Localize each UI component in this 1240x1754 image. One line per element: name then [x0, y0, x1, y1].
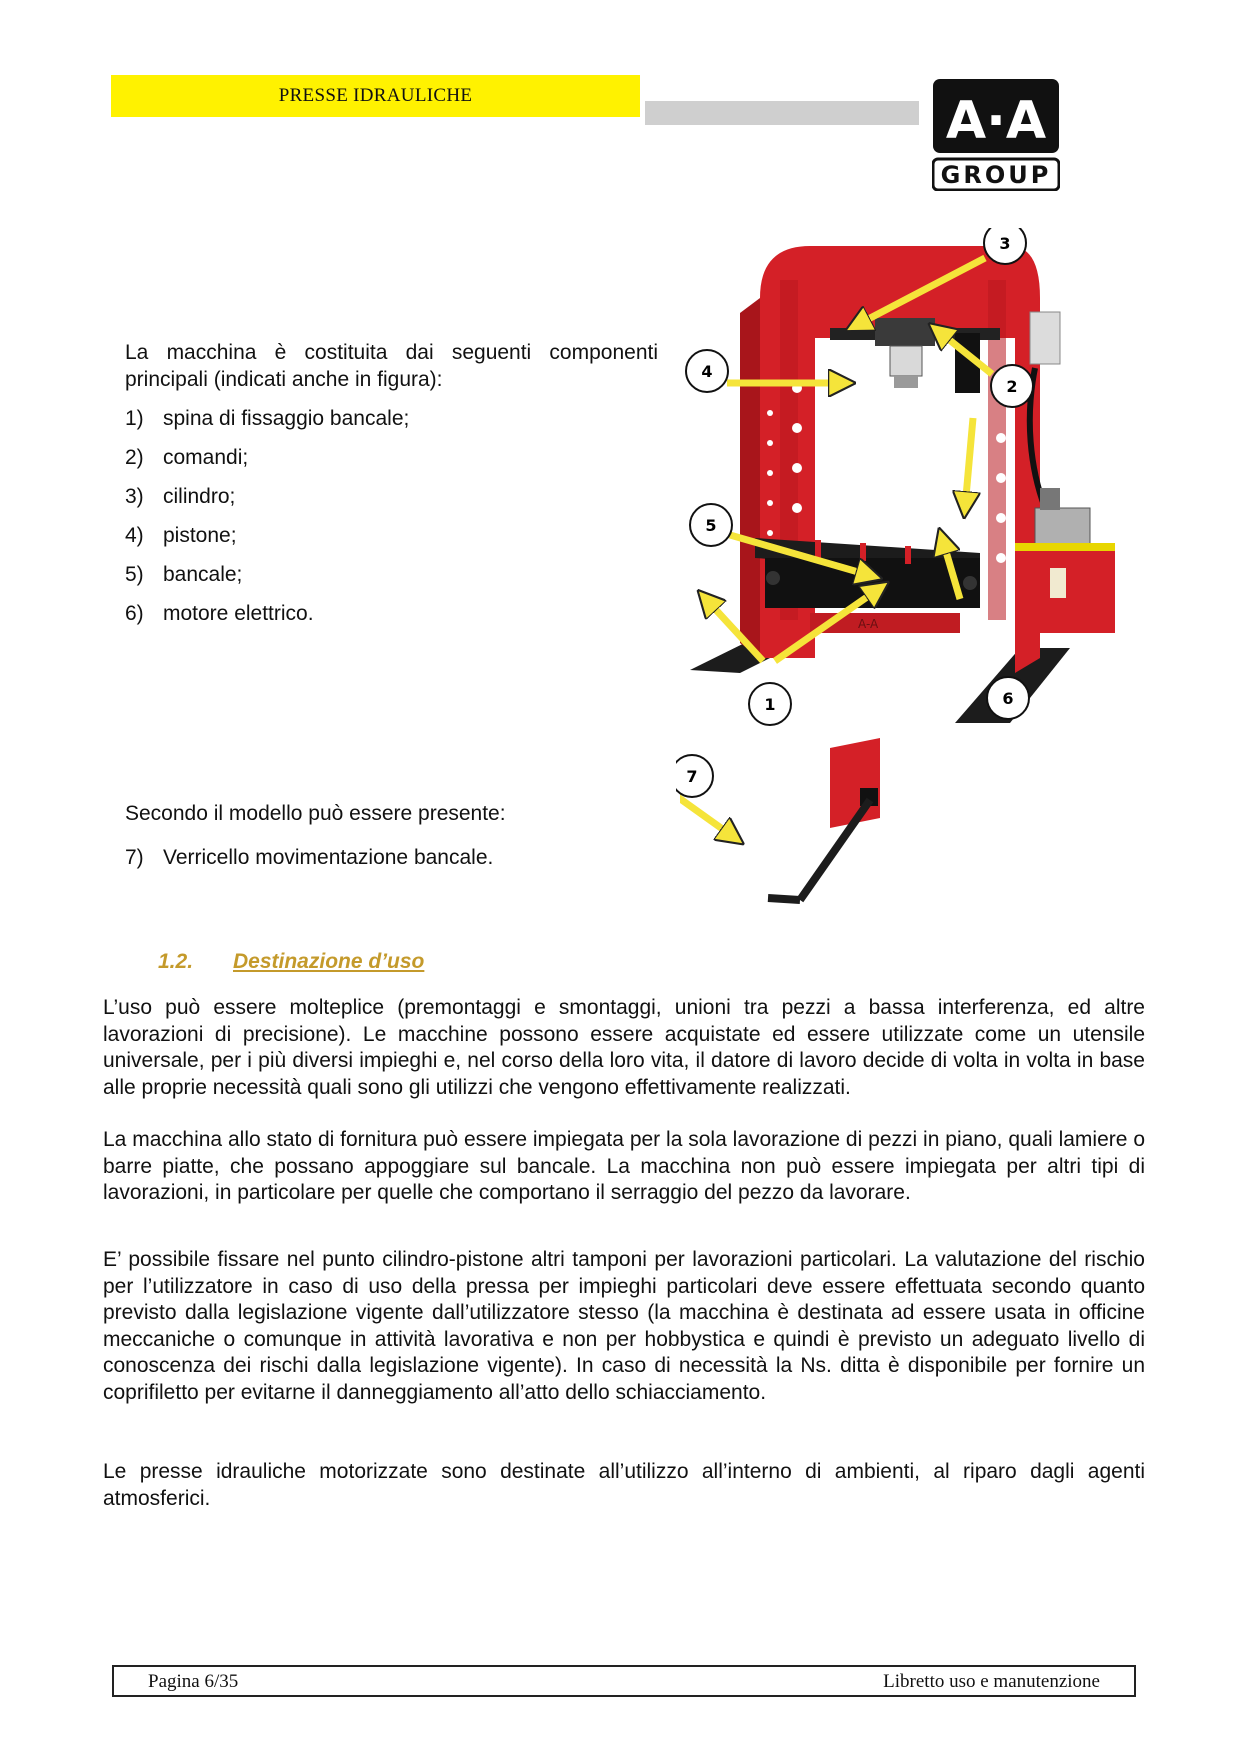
- components-intro: La macchina è costituita dai seguenti componenti principali (indicati anche in figura):: [125, 341, 658, 391]
- list-item: [125, 399, 645, 438]
- callout-5-label: 5: [705, 516, 717, 535]
- aa-group-logo: [932, 78, 1060, 191]
- callout-7-label: 7: [686, 767, 698, 786]
- list-item: [125, 516, 645, 555]
- list-item: [125, 438, 645, 477]
- callout-3: [984, 228, 1026, 264]
- callout-4: [686, 350, 728, 392]
- list-item-label: bancale;: [163, 563, 243, 586]
- list-item-number: 2): [125, 446, 144, 469]
- callout-1-label: 1: [764, 695, 776, 714]
- callout-7: [676, 755, 713, 797]
- callout-2: [991, 365, 1033, 407]
- page-footer: [112, 1665, 1136, 1697]
- list-item-number: 3): [125, 485, 144, 508]
- page-number: Pagina 6/35: [148, 1671, 239, 1692]
- list-item: [125, 555, 645, 594]
- paragraph: L’uso può essere molteplice (premontaggi e smontaggi, unioni tra pezzi a bassa interferenza, ed altre lavorazioni di precisione). Le macchine possono essere acquistate ed essere utilizzate come un utensile universale, per i più diversi impieghi e, nel corso della loro vita, il datore di lavoro decide di volta in volta in base alle proprie necessità quali sono gli utilizzi che vengono effettivamente realizzati.: [103, 996, 1145, 1099]
- paragraph: La macchina allo stato di fornitura può essere impiegata per la sola lavorazione di pezzi in piano, quali lamiere o barre piatte, che possano appoggiare sul bancale. La macchina non può essere impiegata per altri tipi di lavorazioni, in particolare per quelle che comportano il serraggio del pezzo da lavorare.: [103, 1128, 1145, 1204]
- document-title: Libretto uso e manutenzione: [883, 1671, 1100, 1692]
- callout-1: [749, 683, 791, 725]
- section-heading: [158, 950, 424, 974]
- callout-6-label: 6: [1002, 689, 1014, 708]
- list-item: [125, 838, 645, 877]
- optional-intro: Secondo il modello può essere presente:: [125, 802, 506, 825]
- cylinder: [830, 318, 1000, 393]
- list-item-number: 6): [125, 602, 144, 625]
- winch: [768, 738, 880, 900]
- paragraph: E’ possibile fissare nel punto cilindro-pistone altri tamponi per lavorazioni particolari. La valutazione del rischio per l’utilizzatore in caso di uso della pressa per impieghi particolari deve essere effettuata secondo quanto previsto dalla legislazione vigente dall’utilizzatore stesso (la macchina è destinata ad essere usata in officine meccaniche o comunque in attività lavorativa e non per hobbystica e quindi è previsto un adeguato livello di conoscenza dei rischi dalla legislazione vigente). In caso di necessità la Ns. ditta è disponibile per fornire un coprifiletto per evitarne il danneggiamento all’atto dello schiacciamento.: [103, 1248, 1145, 1404]
- press-label: A-A: [858, 617, 879, 631]
- left-callouts: [676, 340, 746, 800]
- list-item-label: cilindro;: [163, 485, 236, 508]
- callout-6: [987, 677, 1029, 719]
- logo-bottom-text: GROUP: [940, 161, 1052, 189]
- list-item-number: 7): [125, 846, 144, 869]
- callout-4-label: 4: [701, 362, 713, 381]
- optional-list: [125, 838, 645, 877]
- list-item-number: 1): [125, 407, 144, 430]
- list-item-label: Verricello movimentazione bancale.: [163, 846, 494, 869]
- header-title: PRESSE IDRAULICHE: [278, 85, 473, 106]
- paragraph: Le presse idrauliche motorizzate sono destinate all’utilizzo all’interno di ambienti, al riparo dagli agenti atmosferici.: [103, 1460, 1145, 1510]
- list-item-label: spina di fissaggio bancale;: [163, 407, 410, 430]
- callout-5: [690, 504, 732, 546]
- list-item: [125, 477, 645, 516]
- logo-top-text: A·A: [945, 91, 1047, 151]
- section-title: Destinazione d’uso: [233, 950, 425, 973]
- list-item-label: pistone;: [163, 524, 237, 547]
- list-item-label: motore elettrico.: [163, 602, 314, 625]
- list-item-label: comandi;: [163, 446, 249, 469]
- header-grey-bar: [645, 101, 919, 125]
- list-item-number: 5): [125, 563, 144, 586]
- list-item-number: 4): [125, 524, 144, 547]
- callout-3-label: 3: [999, 234, 1011, 253]
- list-item: [125, 594, 645, 633]
- section-number: 1.2.: [158, 950, 194, 973]
- callout-2-label: 2: [1006, 377, 1018, 396]
- press-figure: [680, 228, 1150, 928]
- components-list: [125, 399, 645, 633]
